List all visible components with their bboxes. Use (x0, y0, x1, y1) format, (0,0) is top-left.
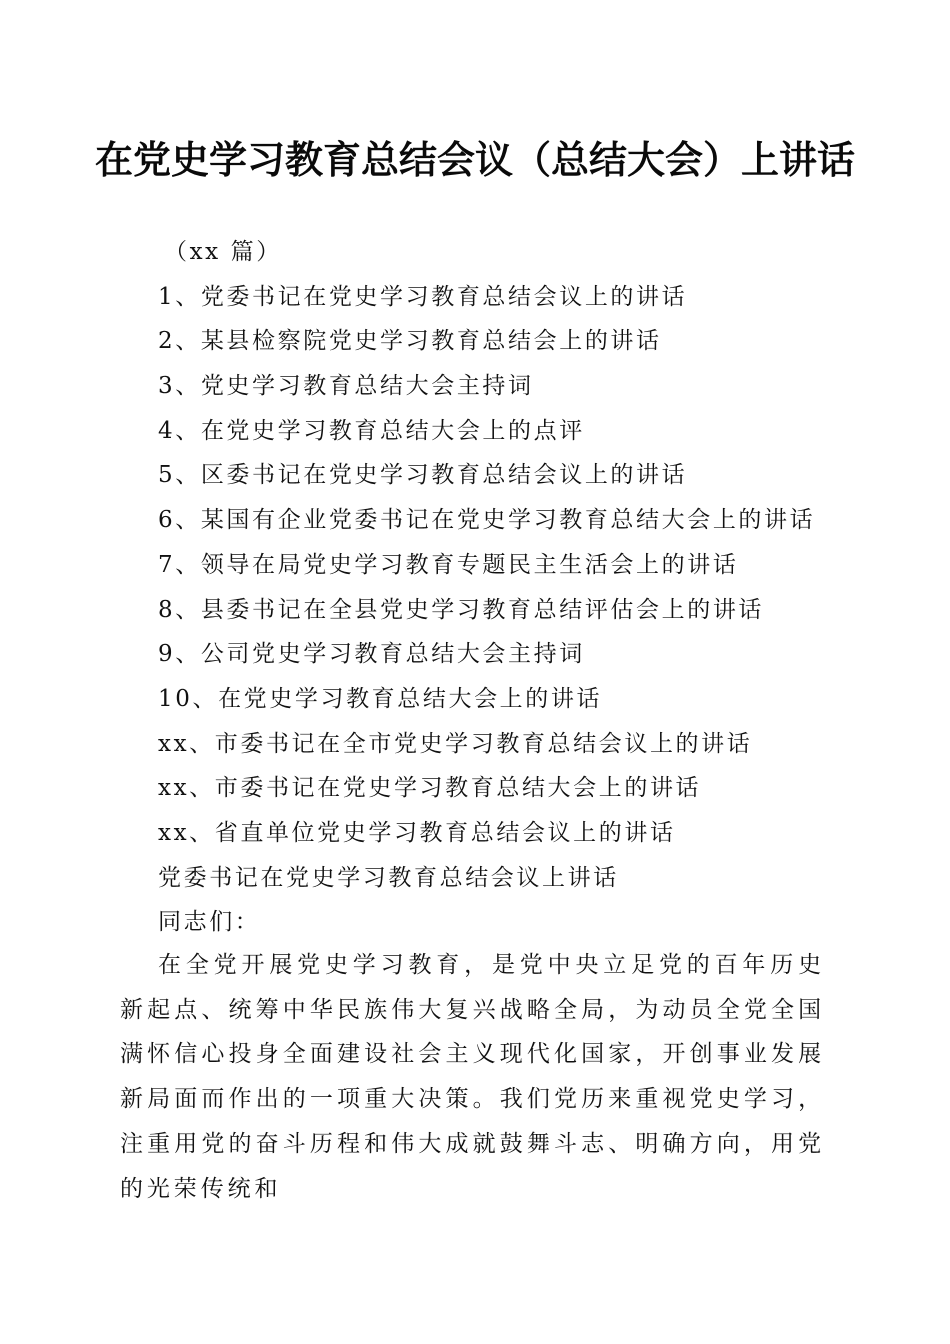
speech-title: 党委书记在党史学习教育总结会议上讲话 (158, 864, 619, 891)
toc-item: 1、党委书记在党史学习教育总结会议上的讲话 (158, 283, 688, 310)
toc-item: xx、省直单位党史学习教育总结会议上的讲话 (158, 819, 676, 846)
toc-item: 6、某国有企业党委书记在党史学习教育总结大会上的讲话 (158, 507, 816, 534)
salutation: 同志们： (158, 909, 261, 936)
toc-item: 2、某县检察院党史学习教育总结会上的讲话 (158, 328, 662, 355)
table-of-contents (158, 230, 858, 945)
document-title: 在党史学习教育总结会议（总结大会）上讲话 (94, 138, 855, 182)
toc-item: 7、领导在局党史学习教育专题民主生活会上的讲话 (158, 551, 739, 578)
toc-item: 8、县委书记在全县党史学习教育总结评估会上的讲话 (158, 596, 765, 623)
toc-item: 9、公司党史学习教育总结大会主持词 (158, 641, 585, 668)
toc-item: xx、市委书记在全市党史学习教育总结会议上的讲话 (158, 730, 753, 757)
toc-item: 10、在党史学习教育总结大会上的讲话 (158, 685, 603, 712)
toc-item: 5、区委书记在党史学习教育总结会议上的讲话 (158, 462, 688, 489)
toc-item: 4、在党史学习教育总结大会上的点评 (158, 417, 585, 444)
toc-item: 3、党史学习教育总结大会主持词 (158, 373, 534, 400)
variant-note: （xx 篇） (164, 239, 282, 265)
body-paragraph: 在全党开展党史学习教育，是党中央立足党的百年历史新起点、统筹中华民族伟大复兴战略全局，为动员全党全国满怀信心投身全面建设社会主义现代化国家，开创事业发展新局面而作出的一项重大决策。我们党历来重视党史学习，注重用党的奋斗历程和伟大成就鼓舞斗志、明确方向，用党的光荣传统和 (120, 952, 825, 1202)
toc-item: xx、市委书记在党史学习教育总结大会上的讲话 (158, 775, 702, 802)
